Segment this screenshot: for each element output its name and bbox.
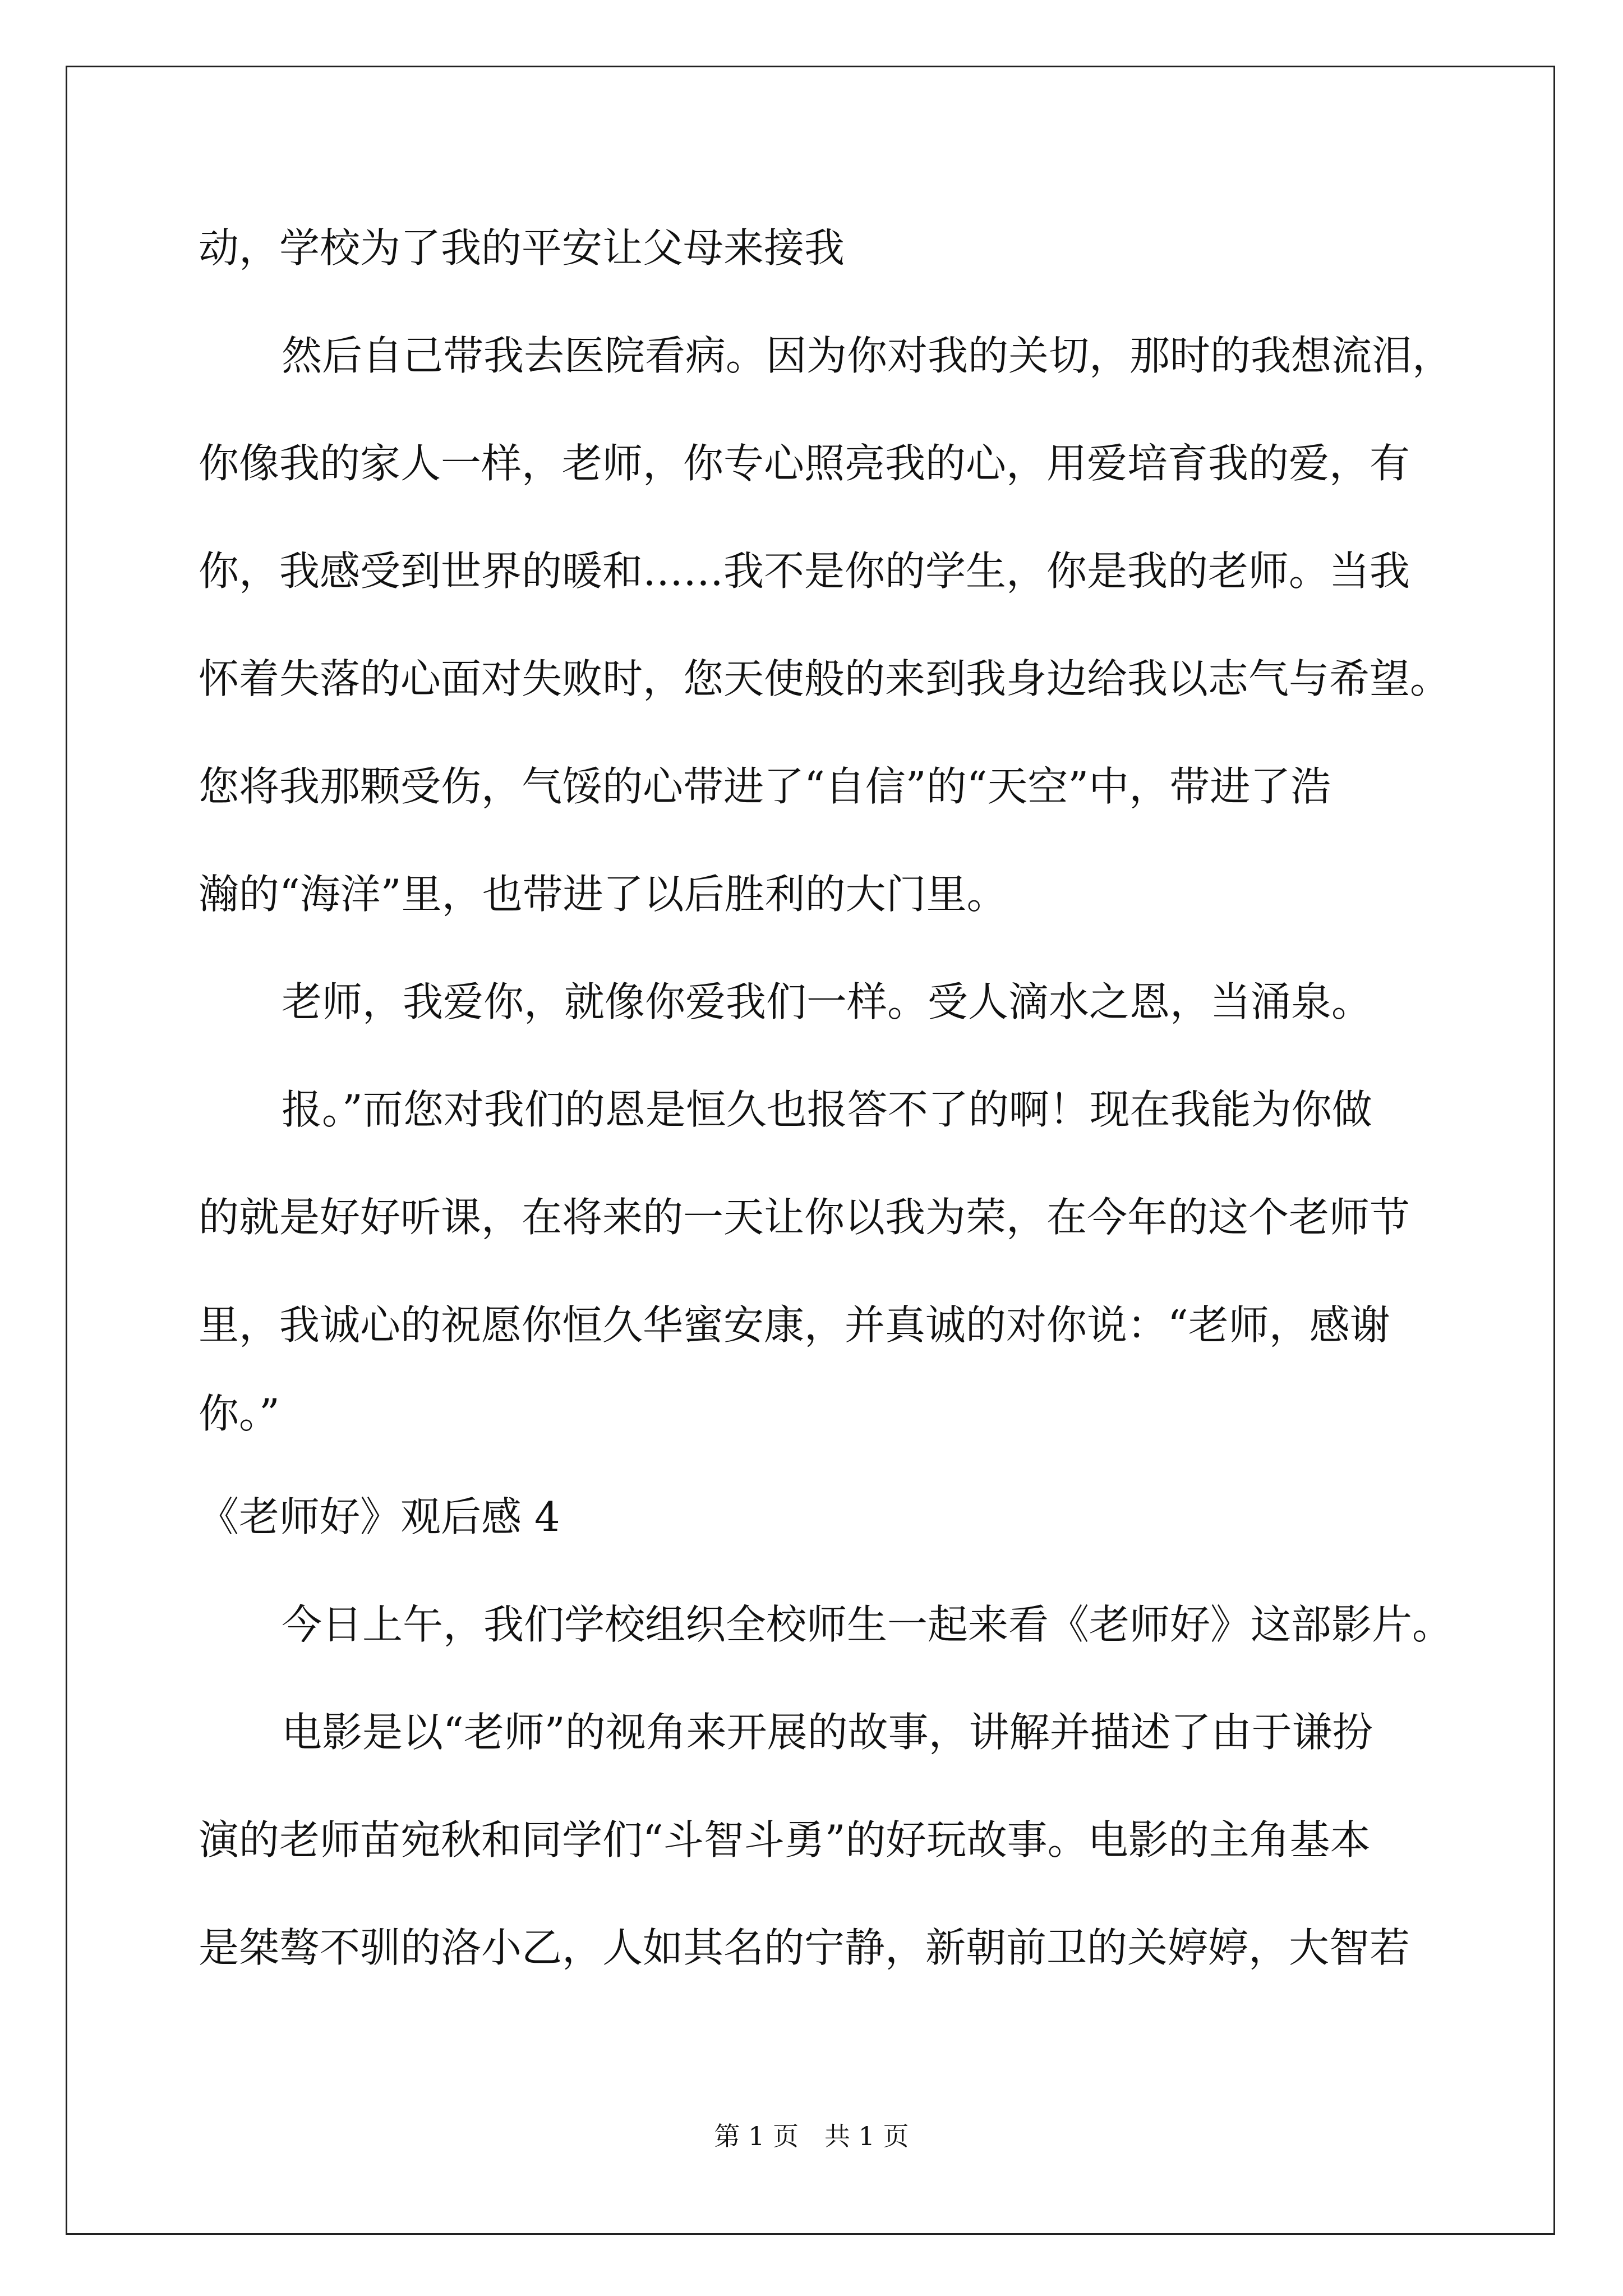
page-number: 第 1 页: [714, 2121, 799, 2151]
paragraph-line: 老师，我爱你，就像你爱我们一样。受人滴水之恩，当涌泉。: [282, 978, 1372, 1025]
page-footer: [0, 2119, 1623, 2153]
paragraph-line: 然后自己带我去医院看病。因为你对我的关切，那时的我想流泪，: [282, 332, 1453, 379]
paragraph-line: 电影是以“老师”的视角来开展的故事，讲解并描述了由于谦扮: [282, 1709, 1373, 1756]
section-heading: 《老师好》观后感 4: [199, 1493, 560, 1540]
paragraph-line: 里，我诚心的祝愿你恒久华蜜安康，并真诚的对你说：“老师，感谢: [199, 1301, 1390, 1349]
paragraph-line: 怀着失落的心面对失败时，您天使般的来到我身边给我以志气与希望。: [199, 655, 1451, 702]
paragraph-line: 您将我那颗受伤，气馁的心带进了“自信”的“天空”中，带进了浩: [199, 763, 1331, 810]
paragraph-line: 你像我的家人一样，老师，你专心照亮我的心，用爱培育我的爱，有: [199, 440, 1410, 487]
paragraph-line: 你，我感受到世界的暖和……我不是你的学生，你是我的老师。当我: [199, 547, 1410, 595]
paragraph-line: 你。”: [199, 1390, 280, 1437]
paragraph-line: 演的老师苗宛秋和同学们“斗智斗勇”的好玩故事。电影的主角基本: [199, 1816, 1371, 1864]
paragraph-line: 瀚的“海洋”里，也带进了以后胜利的大门里。: [199, 871, 1007, 918]
page-border: [66, 66, 1555, 2235]
paragraph-line: 是桀骜不驯的洛小乙，人如其名的宁静，新朝前卫的关婷婷，大智若: [199, 1924, 1410, 1971]
paragraph-line: 的就是好好听课，在将来的一天让你以我为荣，在今年的这个老师节: [199, 1194, 1410, 1241]
paragraph-line: 报。”而您对我们的恩是恒久也报答不了的啊！现在我能为你做: [282, 1086, 1372, 1133]
paragraph-line: 动，学校为了我的平安让父母来接我: [199, 224, 845, 272]
paragraph-line: 今日上午，我们学校组织全校师生一起来看《老师好》这部影片。: [282, 1601, 1453, 1648]
page-total: 共 1 页: [824, 2121, 909, 2151]
